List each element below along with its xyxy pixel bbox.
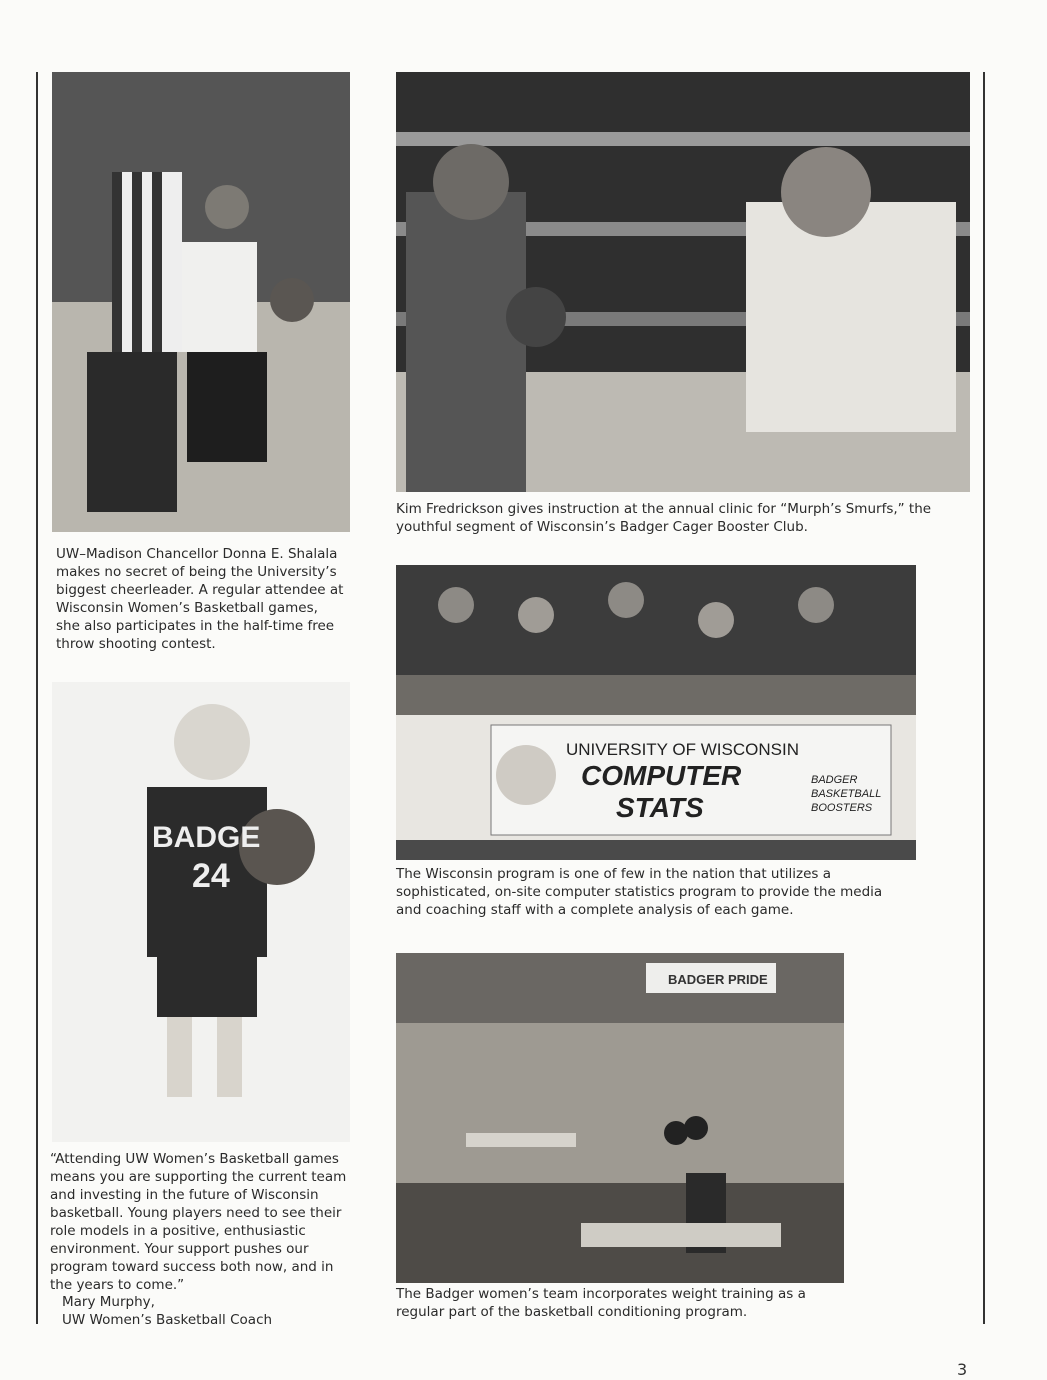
booster-basketball-text: BASKETBALL <box>811 788 882 800</box>
caption-shalala: UW–Madison Chancellor Donna E. Shalala makes no secret of being the University’s biggest cheerleader. A regular attendee at Wisconsin Women’s Basketball games, she also participates in the half-time free throw shooting contest. <box>56 546 344 652</box>
banner-university-text: UNIVERSITY OF WISCONSIN <box>566 740 799 759</box>
photo-young-player <box>52 682 350 1142</box>
jersey-number-text: 24 <box>192 857 230 895</box>
banner-stats-text: STATS <box>616 792 704 823</box>
caption-fredrickson: Kim Fredrickson gives instruction at the annual clinic for “Murph’s Smurfs,” the youthful segment of Wisconsin’s Badger Cager Booster Club. <box>396 501 932 535</box>
left-rule <box>36 72 38 1324</box>
photo-weight-room <box>396 953 844 1283</box>
banner-computer-text: COMPUTER <box>581 760 742 791</box>
quote-author-name: Mary Murphy, <box>62 1294 155 1310</box>
quote-author-title: UW Women’s Basketball Coach <box>62 1312 273 1328</box>
photo-computer-stats <box>396 565 916 860</box>
caption-weight-training: The Badger women’s team incorporates weight training as a regular part of the basketball conditioning program. <box>396 1286 806 1320</box>
booster-boosters-text: BOOSTERS <box>811 802 873 814</box>
page-number: 3 <box>957 1360 968 1379</box>
gym-sign-text: BADGER PRIDE <box>668 972 768 987</box>
photo-fredrickson-clinic <box>396 72 970 492</box>
jersey-name-text: BADGE <box>152 821 261 854</box>
booster-badger-text: BADGER <box>811 774 858 786</box>
caption-computer-stats: The Wisconsin program is one of few in the nation that utilizes a sophisticated, on-site computer statistics program to provide the media and coaching staff with a complete analysis of each game. <box>396 866 883 918</box>
caption-coach-quote: “Attending UW Women’s Basketball games means you are supporting the current team and investing in the future of Wisconsin basketball. Young players need to see their role models in a positive, enthusiastic environment. Your support pushes our program toward success both now, and in the years to come.” <box>50 1151 347 1293</box>
photo-chancellor-with-mascot <box>52 72 350 532</box>
right-rule <box>983 72 985 1324</box>
